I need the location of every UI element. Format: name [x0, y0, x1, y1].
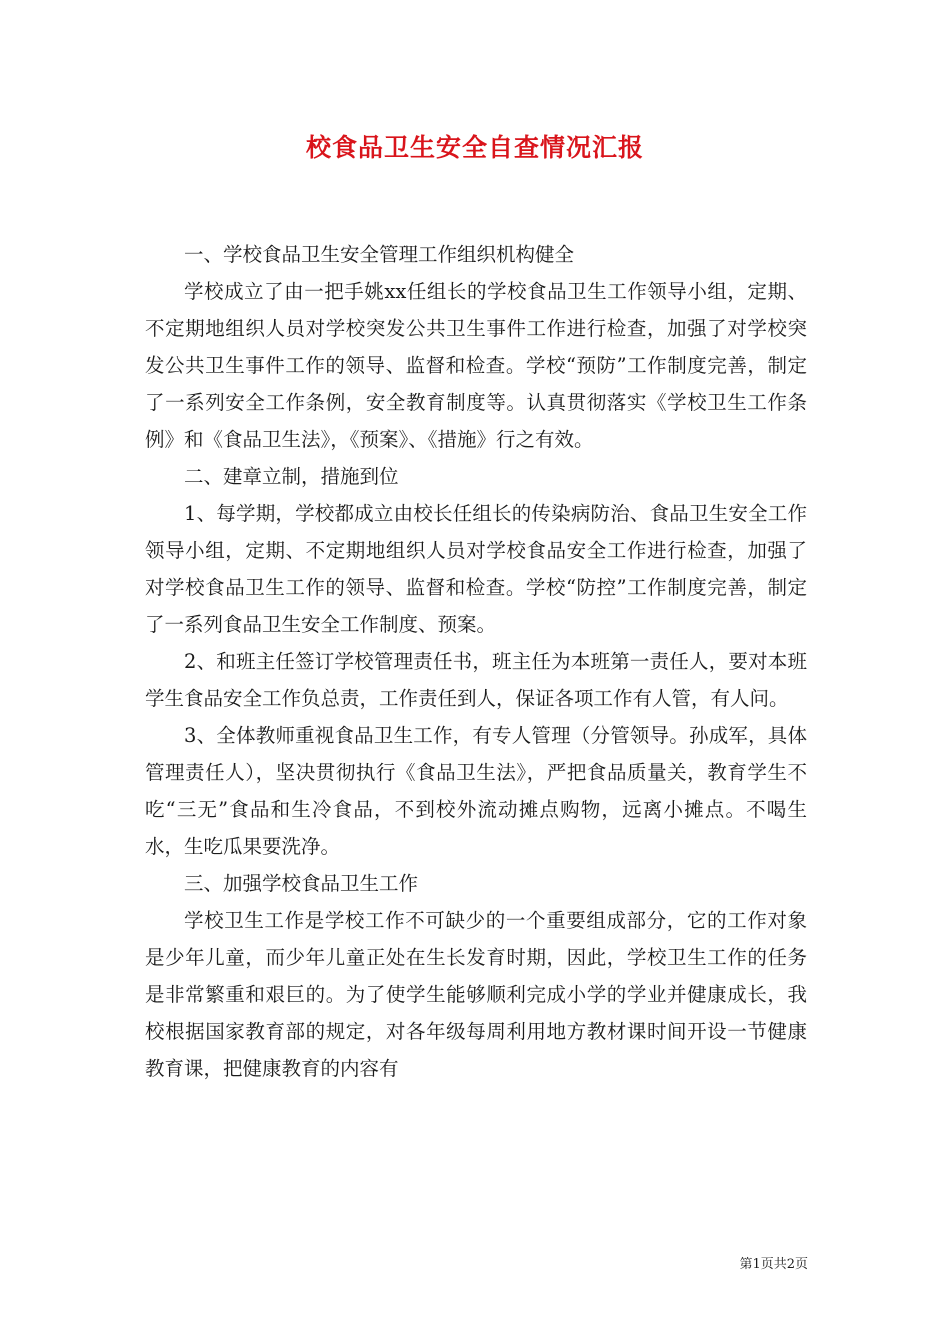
- page-number-footer: 第1页共2页: [739, 1257, 808, 1272]
- body-paragraph-1: 学校成立了由一把手姚xx任组长的学校食品卫生工作领导小组，定期、不定期地组织人员对学校突发公共卫生事件工作进行检查，加强了对学校突发公共卫生事件工作的领导、监督和检查。学校“预防”工作制度完善，制定了一系列安全工作条例，安全教育制度等。认真贯彻落实《学校卫生工作条例》和《食品卫生法》，《预案》、《措施》行之有效。: [145, 280, 807, 451]
- body-paragraph-3: 2、和班主任签订学校管理责任书，班主任为本班第一责任人，要对本班学生食品安全工作负总责，工作责任到人，保证各项工作有人管，有人问。: [145, 650, 807, 710]
- section-heading-2: 二、建章立制，措施到位: [184, 465, 399, 488]
- section-heading-3: 三、加强学校食品卫生工作: [184, 872, 419, 895]
- body-paragraph-5: 学校卫生工作是学校工作不可缺少的一个重要组成部分，它的工作对象是少年儿童，而少年儿童正处在生长发育时期，因此，学校卫生工作的任务是非常繁重和艰巨的。为了使学生能够顺利完成小学的学业并健康成长，我校根据国家教育部的规定，对各年级每周利用地方教材课时间开设一节健康教育课，把健康教育的内容有: [145, 909, 807, 1080]
- body-paragraph-4: 3、全体教师重视食品卫生工作，有专人管理（分管领导。孙成军，具体管理责任人），坚决贯彻执行《食品卫生法》，严把食品质量关，教育学生不吃“三无”食品和生冷食品，不到校外流动摊点购物，远离小摊点。不喝生水，生吃瓜果要洗净。: [145, 724, 807, 858]
- document-body: [145, 236, 807, 1087]
- section-heading-1: 一、学校食品卫生安全管理工作组织机构健全: [184, 243, 575, 266]
- document-title: 校食品卫生安全自查情况汇报: [305, 133, 644, 162]
- body-paragraph-2: 1、每学期，学校都成立由校长任组长的传染病防治、食品卫生安全工作领导小组，定期、不定期地组织人员对学校食品安全工作进行检查，加强了对学校食品卫生工作的领导、监督和检查。学校“防控”工作制度完善，制定了一系列食品卫生安全工作制度、预案。: [145, 502, 807, 636]
